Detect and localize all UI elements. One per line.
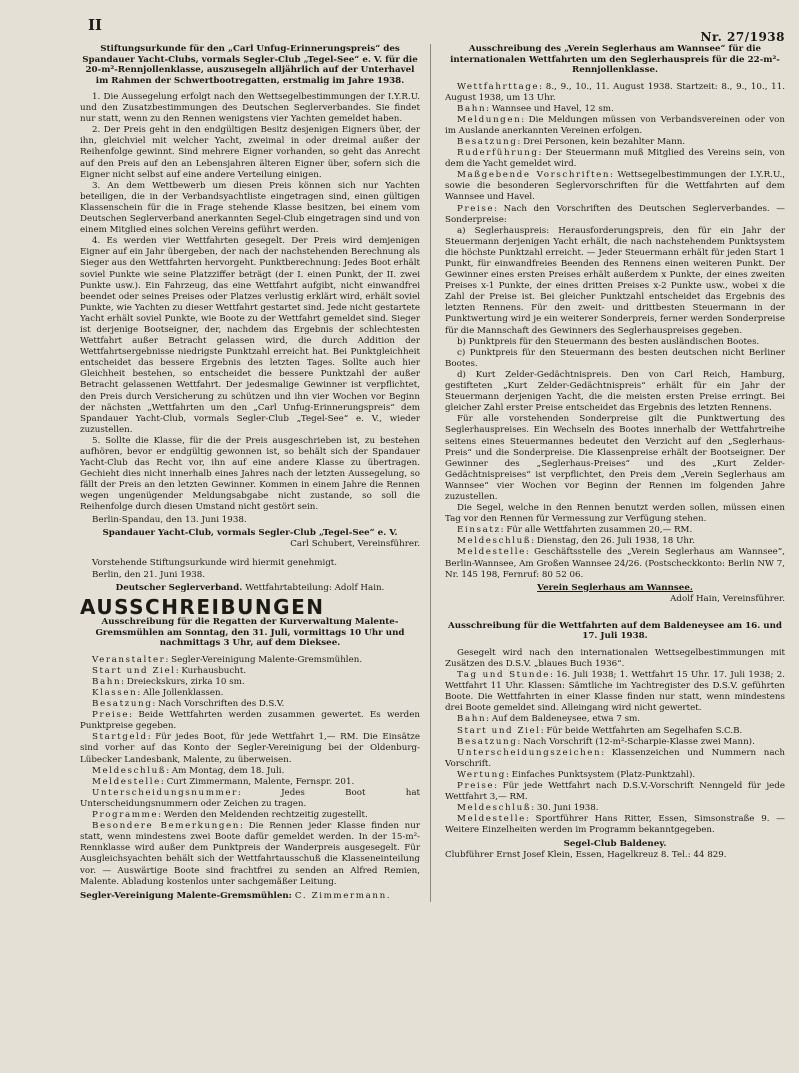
columns: [80, 44, 785, 902]
field-label: Meldeschluß: [92, 765, 167, 776]
field-item: [80, 810, 420, 821]
right-column: [445, 44, 785, 902]
approval-signature: [80, 583, 420, 594]
field-item: [80, 732, 420, 765]
field-label: Ruderführung: [457, 148, 539, 159]
wannsee-prize-c: c) Punktpreis für den Steuermann des besten deutschen nicht Berliner Bootes.: [445, 347, 785, 369]
urkunde-date: Berlin-Spandau, den 13. Juni 1938.: [92, 514, 247, 525]
field-label: Veranstalter: [92, 654, 166, 665]
field-label: Startgeld: [92, 732, 148, 743]
wannsee-note-2: Die Segel, welche in den Rennen benutzt werden sollen, müssen einen Tag vor den Rennen für Vermessung zur Verfügung stehen.: [445, 503, 785, 525]
wannsee-prize-b: b) Punktpreis für den Steuermann des besten ausländischen Bootes.: [457, 336, 760, 347]
baldeney-club: Segel-Club Baldeney.: [563, 838, 667, 849]
field-text: : Alle Jollenklassen.: [137, 688, 224, 698]
field-label: Einsatz: [457, 525, 501, 536]
field-label: Tag und Stunde: [457, 670, 551, 681]
field-text: : Am Montag, dem 18. Juli.: [166, 765, 285, 776]
urkunde-paragraph-5: 5. Sollte die Klasse, für die der Preis ausgeschrieben ist, zu bestehen aufhören, bevor er endgültig gewonnen ist, so behält sich der Spandauer Yacht-Club das Recht vor, ihn auf eine andere Klasse zu übertragen. Gechieht dies nicht innerhalb eines Jahres nach der letzten Aussegelung, so fällt der Preis an den letzten Gewinner. Kommen in einem Jahre die Rennen wegen ungenügender Meldungsabgabe nicht zustande, so soll die Reihenfolge durch diesen Umstand nicht gestört sein.: [80, 435, 420, 513]
section-heading: AUSSCHREIBUNGEN: [80, 595, 325, 620]
malente-title: Ausschreibung für die Regatten der Kurverwaltung Malente-Gremsmühlen am Sonntag, den 31. Juli, vormittags 10 Uhr und nachmittags 3 Uhr, auf dem Dieksee.: [95, 617, 405, 649]
baldeney-intro: Gesegelt wird nach den internationalen Wettsegelbestimmungen mit Zusätzen des D.S.V. „blaues Buch 1936“.: [445, 647, 785, 669]
field-item: [445, 536, 785, 547]
field-item: [445, 714, 785, 725]
field-text: : Nach Vorschriften des D.S.V.: [152, 699, 285, 710]
field-text: : Klassenzeichen und Nummern nach Vorschrift.: [445, 747, 785, 769]
wannsee-fields-2: [445, 525, 785, 580]
wannsee-note-1: Für alle vorstehenden Sonderpreise gilt die Punktwertung des Seglerhauspreises. Ein Wechseln des Bootes innerhalb der Wettfahrtreihe seitens eines Steuermannes bedeutet den Verzicht auf den „Seglerhaus-Preis“ und die Sonderpreise. Die Klassenpreise erhält der Bootseigner. Der Gewinner des „Seglerhaus-Preises“ und des „Kurt Zelder-Gedächtnispreises“ ist verpflichtet, den Preis dem „Verein Seglerhaus am Wannsee“ vier Wochen vor Beginn der Rennen im folgenden Jahre zuzustellen.: [445, 414, 785, 502]
field-label: Meldeschluß: [457, 803, 532, 814]
field-item: [445, 148, 785, 170]
field-text: : Jedes Boot hat Unterscheidungsnummern oder Zeichen zu tragen.: [80, 787, 420, 809]
field-item: [445, 137, 785, 148]
field-text: : Für jedes Boot, für jede Wettfahrt 1,— RM. Die Einsätze sind vorher auf das Konto der Segler-Vereinigung bei der Oldenburg-Lübecker Landesbank, Malente, zu überweisen.: [80, 732, 420, 765]
baldeney-fields: [445, 670, 785, 836]
field-text: : Curt Zimmermann, Malente, Fernspr. 201.: [160, 776, 355, 787]
field-text: : Nach Vorschrift (12-m²-Scharpie-Klasse zwei Mann).: [517, 736, 755, 747]
issue-number: Nr. 27/1938: [700, 30, 785, 44]
field-label: Wertung: [457, 769, 506, 780]
field-text: : Wannsee und Havel, 12 sm.: [486, 103, 614, 114]
wannsee-prize-a: a) Seglerhauspreis: Herausforderungspreis, den für ein Jahr der Steuermann derjenigen Yacht erhält, die nach nachstehendem Punktsystem die höchste Punktzahl erreicht. — Jeder Steuermann erhält für jeden Start 1 Punkt, für einwandfreies Beenden des Rennens einen weiteren Punkt. Der Gewinner eines ersten Preises erhält außerdem x Punkte, der eines zweiten Preises x-1 Punkte, der eines dritten Preises x-2 Punkte usw., wobei x die Zahl der Preise ist. Bei gleicher Punktzahl entscheidet das Ergebnis des letzten Rennens. Für den zweit- und drittbesten Steuermann in der Punktwertung wird je ein weiterer Sonderpreis, ferner werden Sonderpreise für die Mannschaft des Gewinners des Seglerhauspreises gegeben.: [445, 225, 785, 336]
field-item: [445, 525, 785, 536]
malente-club: Segler-Vereinigung Malente-Gremsmühlen:: [80, 890, 292, 901]
wannsee-club: Verein Seglerhaus am Wannsee.: [537, 582, 693, 593]
field-label: Wettfahrttage: [457, 81, 540, 92]
field-item: [80, 710, 420, 732]
field-item: [80, 688, 420, 699]
field-text: : Wettsegelbestimmungen der I.Y.R.U., sowie die besonderen Seglervorschriften für die Wettfahrten auf dem Wannsee und Havel.: [445, 170, 785, 203]
field-text: : Werden den Meldenden rechtzeitig zugestellt.: [158, 810, 368, 821]
field-item: [445, 104, 785, 115]
verband-signer: Wettfahrtabteilung: Adolf Hain.: [245, 583, 385, 594]
field-item: [80, 821, 420, 888]
wannsee-title: Ausschreibung des „Verein Seglerhaus am Wannsee“ für die internationalen Wettfahrten um den Seglerhauspreis für die 22-m²-Rennjollenklasse.: [450, 44, 780, 75]
field-label: Meldungen: [457, 114, 522, 125]
field-text: : Dienstag, den 26. Juli 1938, 18 Uhr.: [531, 536, 695, 547]
field-label: Meldestelle: [457, 814, 526, 825]
urkunde-signer: Carl Schubert, Vereinsführer.: [290, 538, 420, 549]
field-item: [80, 777, 420, 788]
urkunde-paragraph-3: 3. An dem Wettbewerb um diesen Preis können sich nur Yachten beteiligen, die in der Verbandsyachtliste eingetragen sind, einen gültigen Klassenschein für die in Frage stehende Klasse besitzen, bei einem vom Deutschen Seglerverband anerkannten Segel-Club eingetragen sind und von einem Mitglied eines solchen Vereins geführt werden.: [80, 180, 420, 236]
field-label: Meldestelle: [457, 547, 526, 558]
baldeney-title: Ausschreibung für die Wettfahrten auf dem Baldeneysee am 16. und 17. Juli 1938.: [448, 620, 782, 642]
urkunde-paragraph-2: 2. Der Preis geht in den endgültigen Besitz desjenigen Eigners über, der ihn, gleichviel mit welcher Yacht, zweimal in oder dreimal außer der Reihenfolge gewinnt. Sind mehrere Eigner vorhanden, so geht das Anrecht auf den Preis auf den an Lebensjahren älteren Eigner über, sofern sich die Eigner nicht selbst auf eine andere Verteilung einigen.: [80, 125, 420, 180]
field-text: : Einfaches Punktsystem (Platz-Punktzahl).: [505, 769, 696, 780]
field-item: [445, 781, 785, 803]
field-label: Besatzung: [457, 736, 518, 747]
field-text: : Dreieckskurs, zirka 10 sm.: [121, 676, 245, 687]
field-text: : Für alle Wettfahrten zusammen 20,— RM.: [500, 525, 693, 536]
field-label: Besatzung: [92, 699, 153, 710]
verband-name: Deutscher Seglerverband.: [115, 583, 243, 594]
field-item: [445, 204, 785, 226]
field-item: [445, 726, 785, 737]
field-item: [445, 814, 785, 836]
field-label: Preise: [457, 781, 495, 792]
field-item: [445, 82, 785, 104]
field-text: : Auf dem Baldeneysee, etwa 7 sm.: [486, 714, 641, 725]
field-text: : Für jede Wettfahrt nach D.S.V.-Vorschrift Nenngeld für jede Wettfahrt 3,— RM.: [445, 781, 785, 803]
field-item: [445, 115, 785, 137]
field-text: : 30. Juni 1938.: [531, 803, 599, 814]
field-text: : Der Steuermann muß Mitglied des Vereins sein, von dem die Yacht gemeldet wird.: [445, 148, 785, 170]
field-label: Bahn: [92, 676, 122, 687]
field-text: : Drei Personen, kein bezahlter Mann.: [517, 136, 686, 147]
field-text: : Die Meldungen müssen von Verbandsvereinen oder von im Auslande anerkannten Vereinen erfolgen.: [445, 114, 785, 136]
field-text: : Für beide Wettfahrten am Segelhafen S.C.B.: [540, 725, 743, 736]
field-label: Bahn: [457, 714, 487, 725]
urkunde-paragraph-4: 4. Es werden vier Wettfahrten gesegelt. Der Preis wird demjenigen Eigner auf ein Jahr übergeben, der nach der nachstehenden Berechnung als Sieger aus den Wettfahrten hervorgeht. Punktberechnung: Jedes Boot erhält soviel Punkte wie seine Platzziffer beträgt (der I. einen Punkt, der II. zwei Punkte usw.). Ein Fahrzeug, das eine Wettfahrt aufgibt, nicht einwandfrei beendet oder seines Preises oder Platzes verlustig erklärt wird, erhält soviel Punkte, wie Yachten zu dieser Wettfahrt gestartet sind. Jede nicht gestartete Yacht erhält soviel Punkte, wie Boote zu der Wettfahrt gemeldet sind. Sieger ist derjenige Bootseigner, der, nachdem das Ergebnis der schlechtesten Wettfahrt außer Betracht gelassen wird, die durch Addition der Wettfahrtsergebnisse niedrigste Punktzahl erreicht hat. Bei Punktgleichheit entscheidet das bessere Ergebnis des letzten Tages. Sollte auch hier Gleichheit bestehen, so entscheidet die bessere Punktzahl der außer Betracht gelassenen Wettfahrt. Der jedesmalige Gewinner ist verpflichtet, den Preis durch Versicherung zu schützen und ihn vier Wochen vor Beginn der nächsten „Wettfahrten um den „Carl Unfug-Erinnerungspreis“ dem Spandauer Yacht-Club, vormals Segler-Club „Tegel-See“ e. V., wieder zuzustellen.: [80, 236, 420, 435]
field-text: : Segler-Vereinigung Malente-Gremsmühlen.: [165, 654, 363, 665]
wannsee-prize-d: d) Kurt Zelder-Gedächtnispreis. Den von Carl Reich, Hamburg, gestifteten „Kurt Zelder-Gedächtnispreis“ erhält für ein Jahr der Steuermann derjenigen Yacht, die die meisten ersten Preise erringt. Bei gleicher Zahl erster Preise entscheidet das Ergebnis des letzten Rennens.: [445, 369, 785, 414]
field-text: : Die Rennen jeder Klasse finden nur statt, wenn mindestens zwei Boote dafür gemeldet werden. In der 15-m²-Rennklasse wird außer dem Punktpreis der Wanderpreis ausgesegelt. Für Ausgleichsyachten behält sich der Wettfahrtausschuß die Klasseneinteilung vor. — Auswärtige Boote sind frachtfrei zu senden an Alfred Remien, Malente. Abladung kostenlos unter sachgemäßer Leitung.: [80, 821, 420, 887]
field-item: [445, 770, 785, 781]
field-label: Preise: [457, 203, 495, 214]
urkunde-club: Spandauer Yacht-Club, vormals Segler-Club „Tegel-See“ e. V.: [102, 527, 398, 538]
field-label: Maßgebende Vorschriften: [457, 170, 611, 181]
field-item: [445, 803, 785, 814]
field-item: [80, 766, 420, 777]
field-item: [445, 170, 785, 203]
page-header: [80, 12, 785, 44]
field-item: [80, 677, 420, 688]
field-label: Preise: [92, 710, 130, 721]
wannsee-fields: [445, 82, 785, 226]
wannsee-signer: Adolf Hain, Vereinsführer.: [670, 593, 785, 604]
field-item: [80, 666, 420, 677]
field-item: [445, 748, 785, 770]
malente-fields: [80, 655, 420, 888]
field-label: Programme: [92, 810, 159, 821]
urkunde-title: Stiftungsurkunde für den „Carl Unfug-Erinnerungspreis“ des Spandauer Yacht-Clubs, vormals Segler-Club „Tegel-See“ e. V. für die 20-m²-Rennjollenklasse, auszusegeln alljährlich auf der Unterhavel im Rahmen der Schwertbootregatten, erstmalig im Jahre 1938.: [82, 44, 418, 86]
approval-text: Vorstehende Stiftungsurkunde wird hiermit genehmigt.: [92, 557, 338, 568]
field-label: Klassen: [92, 688, 138, 698]
urkunde-paragraph-1: 1. Die Aussegelung erfolgt nach den Wettsegelbestimmungen der I.Y.R.U. und den Zusatzbestimmungen des Deutschen Seglerverbandes. Sie findet nur statt, wenn zu den Rennen wenigstens vier Yachten gemeldet haben.: [80, 92, 420, 125]
field-text: : Beide Wettfahrten werden zusammen gewertet. Es werden Punktpreise gegeben.: [80, 710, 420, 732]
field-item: [445, 670, 785, 714]
field-item: [445, 737, 785, 748]
page-number: II: [88, 16, 103, 34]
field-item: [80, 699, 420, 710]
field-label: Unterscheidungszeichen: [457, 747, 602, 758]
field-label: Unterscheidungsnummer: [92, 787, 238, 798]
malente-signature: [80, 891, 420, 902]
field-label: Besatzung: [457, 136, 518, 147]
field-label: Besondere Bemerkungen: [92, 821, 240, 832]
field-label: Meldestelle: [92, 776, 161, 787]
field-text: : 8., 9., 10., 11. August 1938. Startzeit: 8., 9., 10., 11. August 1938, um 13 Uhr.: [445, 81, 785, 103]
approval-date: Berlin, den 21. Juni 1938.: [92, 569, 206, 580]
field-item: [80, 655, 420, 666]
left-column: [80, 44, 431, 902]
field-text: : Geschäftsstelle des „Verein Seglerhaus am Wannsee“, Berlin-Wannsee, Am Großen Wannsee 24/26. (Postscheckkonto: Berlin NW 7, Nr. 145 198, Fernruf: 80 52 06.: [445, 547, 785, 580]
field-label: Bahn: [457, 103, 487, 114]
field-text: : Kurhausbucht.: [175, 665, 247, 676]
field-item: [80, 788, 420, 810]
field-text: : 16. Juli 1938; 1. Wettfahrt 15 Uhr. 17. Juli 1938; 2. Wettfahrt 11 Uhr. Klassen: Sämtliche im Yachtregister des D.S.V. geführten Boote. Die Wettfahrten in einer Klasse finden nur statt, wenn mindestens drei Boote gemeldet sind. Alleingang wird nicht gewertet.: [445, 670, 785, 714]
field-item: [445, 547, 785, 580]
malente-signer: C. Zimmermann.: [294, 890, 392, 901]
field-text: : Sportführer Hans Ritter, Essen, Simsonstraße 9. — Weitere Einzelheiten werden im Programm bekanntgegeben.: [445, 814, 785, 836]
field-label: Meldeschluß: [457, 536, 532, 547]
baldeney-signer: Clubführer Ernst Josef Klein, Essen, Hagelkreuz 8. Tel.: 44 829.: [445, 849, 727, 860]
field-text: : Nach den Vorschriften des Deutschen Seglerverbandes. — Sonderpreise:: [445, 203, 785, 225]
field-label: Start und Ziel: [92, 665, 176, 676]
field-label: Start und Ziel: [457, 725, 541, 736]
